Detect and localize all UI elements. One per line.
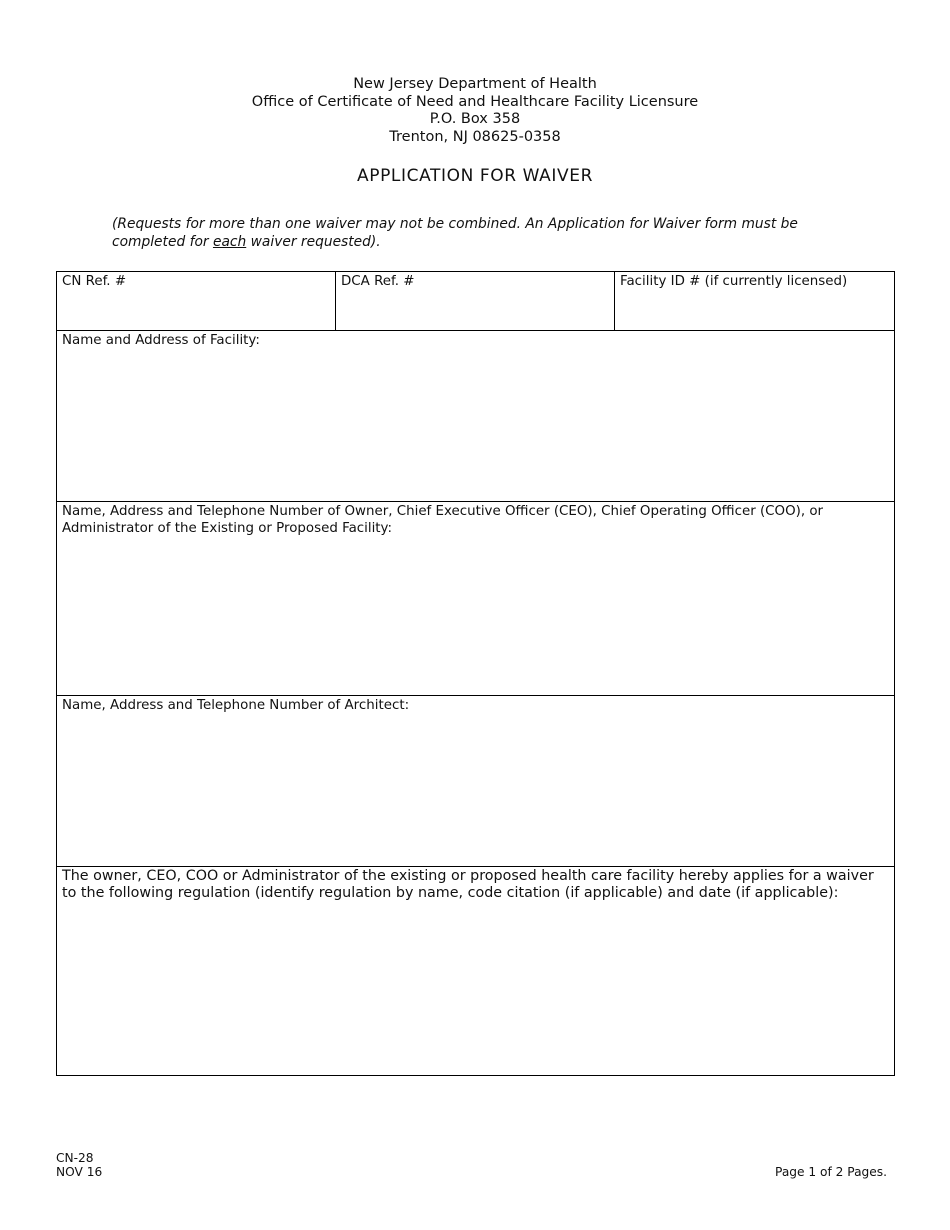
agency-header <box>0 76 950 146</box>
form-code: CN-28 <box>56 1151 94 1165</box>
regulation-waiver-label: The owner, CEO, COO or Administrator of the existing or proposed health care facility hereby applies for a waiver to the following regulation (identify regulation by name, code citation (if applicable) and date (if applicable): <box>62 868 874 901</box>
city-state-zip: Trenton, NJ 08625-0358 <box>389 128 561 145</box>
facility-id-label: Facility ID # (if currently licensed) <box>620 274 848 289</box>
regulation-waiver-field[interactable] <box>57 866 894 1075</box>
architect-field[interactable] <box>57 695 894 867</box>
instruction-note <box>112 215 832 251</box>
cn-ref-label: CN Ref. # <box>62 274 127 289</box>
facility-id-field[interactable] <box>614 272 894 331</box>
cn-ref-field[interactable] <box>57 272 336 331</box>
owner-ceo-coo-label: Name, Address and Telephone Number of Owner, Chief Executive Officer (CEO), Chief Operating Officer (COO), or Administrator of the Existing or Proposed Facility: <box>62 504 824 536</box>
architect-label: Name, Address and Telephone Number of Architect: <box>62 698 410 713</box>
office-name: Office of Certificate of Need and Healthcare Facility Licensure <box>251 93 699 110</box>
facility-name-address-label: Name and Address of Facility: <box>62 333 260 348</box>
agency-name: New Jersey Department of Health <box>353 76 597 92</box>
waiver-form <box>56 271 895 1076</box>
po-box: P.O. Box 358 <box>429 111 521 128</box>
owner-ceo-coo-field[interactable] <box>57 501 894 696</box>
dca-ref-label: DCA Ref. # <box>341 274 415 289</box>
form-code-block <box>56 1151 102 1179</box>
note-underlined-word: each <box>212 234 247 250</box>
form-revision-date: NOV 16 <box>56 1165 103 1179</box>
page-title: APPLICATION FOR WAIVER <box>357 166 593 186</box>
page-number: Page 1 of 2 Pages. <box>775 1165 887 1179</box>
dca-ref-field[interactable] <box>335 272 615 331</box>
facility-name-address-field[interactable] <box>57 330 894 502</box>
note-text-after: waiver requested). <box>246 234 381 250</box>
note-text-before: (Requests for more than one waiver may not be combined. An Application for Waiver form must be completed for <box>112 216 798 250</box>
